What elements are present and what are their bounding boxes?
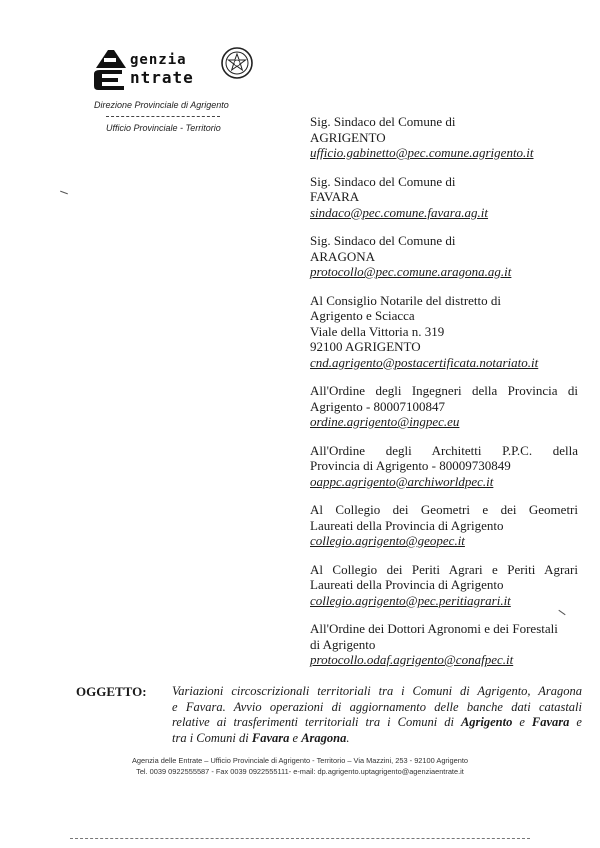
subject-line <box>172 715 582 731</box>
subject-line <box>172 731 582 747</box>
recipient-line: Laureati della Provincia di Agrigento <box>310 517 504 533</box>
recipient-line: All'Ordine degli Architetti P.P.C. della <box>310 442 578 458</box>
provincial-direction-label: Direzione Provinciale di Agrigento <box>94 100 229 110</box>
subject-text-fragment: e <box>512 715 532 729</box>
recipient-line: Laureati della Provincia di Agrigento <box>310 577 504 592</box>
recipient-line: Al Collegio dei Geometri e dei Geometri <box>310 502 578 517</box>
recipient-line: All'Ordine degli Ingegneri della Provincia di <box>310 383 578 398</box>
provincial-office-label: Ufficio Provinciale - Territorio <box>106 123 221 133</box>
recipient-line: Provincia di Agrigento - 80009730849 <box>310 458 511 473</box>
subject-line: Variazioni circoscrizionali territoriali tra i Comuni di Agrigento, Aragona <box>172 684 582 698</box>
subject-bold-favara: Favara <box>531 715 570 729</box>
recipient-email-link[interactable]: protocollo.odaf.agrigento@conafpec.it <box>310 652 514 667</box>
agenzia-entrate-logo <box>92 46 262 94</box>
subject-bold-favara: Favara <box>251 730 290 745</box>
recipient-block <box>310 562 578 609</box>
recipient-line: Agrigento e Sciacca <box>310 308 415 323</box>
recipient-block <box>310 293 578 371</box>
recipient-line: All'Ordine dei Dottori Agronomi e dei Forestali <box>310 621 558 636</box>
footer-contacts: Tel. 0039 0922555587 - Fax 0039 0922555111- e-mail: dp.agrigento.uptagrigento@agenziaentrate.it <box>136 767 464 776</box>
subject-label: OGGETTO: <box>76 684 147 699</box>
recipient-line: Sig. Sindaco del Comune di <box>310 173 456 189</box>
subject-text <box>172 684 582 746</box>
subject-text-fragment: e <box>289 730 302 745</box>
recipient-line: Sig. Sindaco del Comune di <box>310 114 456 129</box>
recipient-block <box>310 621 578 668</box>
recipient-block <box>310 114 578 161</box>
recipient-block <box>310 502 578 549</box>
recipient-line: Al Consiglio Notarile del distretto di <box>310 292 502 308</box>
recipient-line: di Agrigento <box>310 636 376 652</box>
recipient-email-link[interactable]: ordine.agrigento@ingpec.eu <box>310 414 460 429</box>
recipient-line: Al Collegio dei Periti Agrari e Periti Agrari <box>310 561 578 577</box>
recipient-block <box>310 174 578 221</box>
recipient-line: Agrigento - 80007100847 <box>310 398 446 414</box>
subject-bold-agrigento: Agrigento <box>460 715 513 729</box>
recipient-email-link[interactable]: oappc.agrigento@archiworldpec.it <box>310 473 494 489</box>
recipient-line: 92100 AGRIGENTO <box>310 339 421 354</box>
recipient-line: Viale della Vittoria n. 319 <box>310 323 445 339</box>
logo-text-ntrate: ntrate <box>130 68 194 87</box>
logo-a-e-mark-icon <box>92 48 132 92</box>
recipient-email-link[interactable]: cnd.agrigento@postacertificata.notariato.it <box>310 354 539 370</box>
recipient-email-link[interactable]: collegio.agrigento@pec.peritiagrari.it <box>310 592 511 608</box>
recipient-email-link[interactable]: ufficio.gabinetto@pec.comune.agrigento.it <box>310 145 534 160</box>
recipient-email-link[interactable]: collegio.agrigento@geopec.it <box>310 533 465 548</box>
subject-text-fragment: e <box>569 715 582 729</box>
recipient-line: AGRIGENTO <box>310 129 386 145</box>
header-divider <box>106 116 220 117</box>
recipient-block <box>310 233 578 280</box>
subject-line: e Favara. Avvio operazioni di aggiornamento delle banche dati catastali <box>172 699 582 714</box>
subject-text-fragment: relative ai trasferimenti territoriali tra i Comuni di <box>172 715 461 729</box>
recipient-block <box>310 383 578 430</box>
recipient-line: FAVARA <box>310 189 360 204</box>
subject-text-fragment: . <box>346 730 350 745</box>
logo-text-genzia: genzia <box>130 52 187 68</box>
recipient-email-link[interactable]: sindaco@pec.comune.favara.ag.it <box>310 204 489 220</box>
footer-address: Agenzia delle Entrate – Ufficio Provinciale di Agrigento - Territorio – Via Mazzini, 253 - 92100 Agrigento <box>131 756 469 765</box>
scan-mark-left <box>60 191 68 195</box>
recipient-block <box>310 443 578 490</box>
recipient-line: Sig. Sindaco del Comune di <box>310 233 456 248</box>
recipient-line: ARAGONA <box>310 248 375 264</box>
italian-republic-emblem-icon <box>220 46 254 80</box>
bottom-rule <box>70 838 530 839</box>
subject-text-fragment: tra i Comuni di <box>172 730 252 745</box>
recipient-email-link[interactable]: protocollo@pec.comune.aragona.ag.it <box>310 264 512 279</box>
letterhead-footer <box>80 755 520 777</box>
recipients-list <box>310 114 578 681</box>
subject-bold-aragona: Aragona <box>301 730 347 745</box>
